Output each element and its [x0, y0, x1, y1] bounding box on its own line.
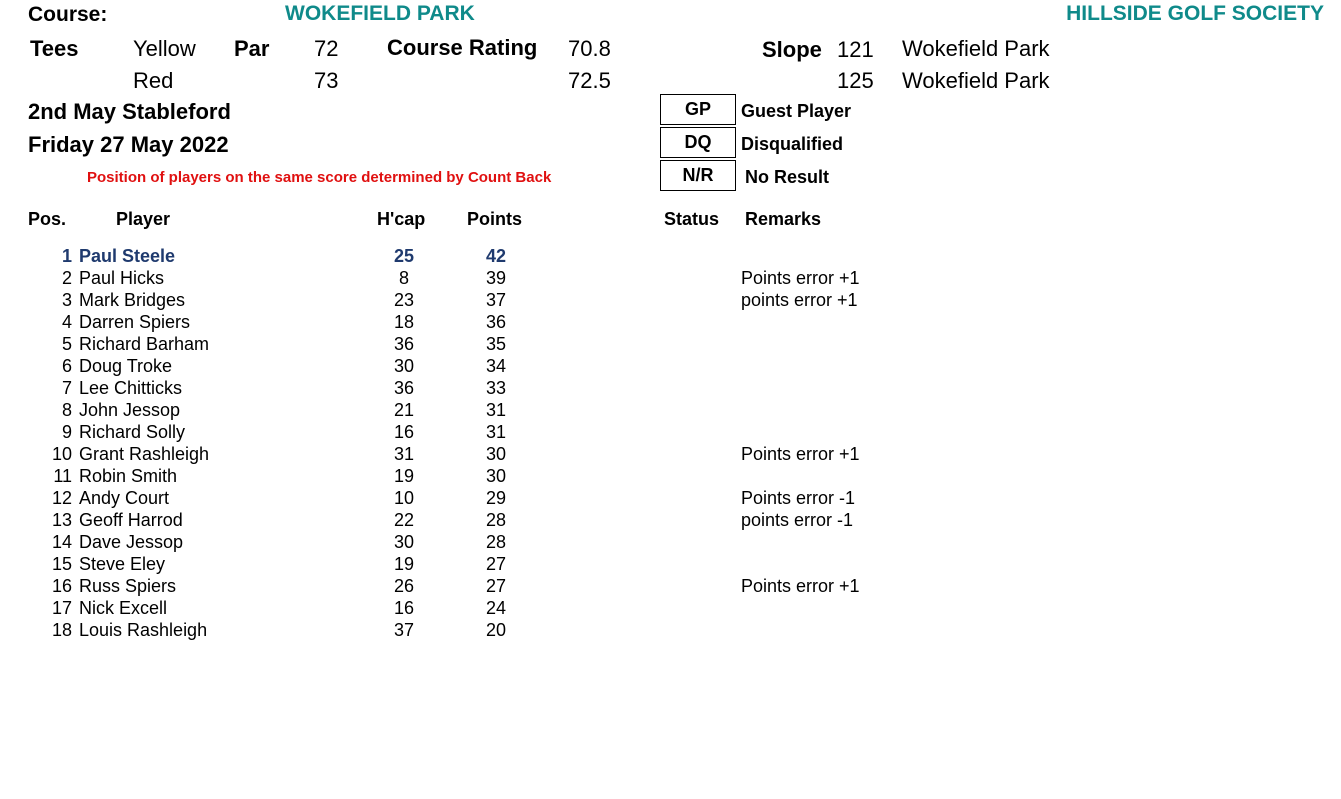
col-header-points: Points	[467, 209, 523, 229]
result-pos: 13	[51, 510, 72, 530]
result-pos: 12	[51, 488, 72, 508]
society-name: HILLSIDE GOLF SOCIETY	[1066, 2, 1324, 25]
tees-label: Tees	[30, 36, 79, 61]
result-points: 24	[485, 598, 507, 618]
result-hcap: 25	[393, 246, 415, 266]
result-points: 33	[485, 378, 507, 398]
result-hcap: 8	[398, 268, 409, 288]
result-pos: 1	[61, 246, 72, 266]
result-points: 37	[485, 290, 507, 310]
event-date: Friday 27 May 2022	[28, 132, 229, 157]
result-pos: 3	[61, 290, 72, 310]
tee-name: Red	[133, 68, 174, 93]
result-hcap: 23	[393, 290, 415, 310]
result-pos: 17	[51, 598, 72, 618]
col-header-remarks: Remarks	[745, 209, 822, 229]
result-player: Lee Chitticks	[79, 378, 183, 398]
result-hcap: 18	[393, 312, 415, 332]
col-header-status: Status	[664, 209, 720, 229]
result-pos: 7	[61, 378, 72, 398]
legend-code-dq: DQ	[660, 127, 736, 158]
result-pos: 18	[51, 620, 72, 640]
legend-meaning-nr: No Result	[745, 167, 830, 187]
tee-name: Yellow	[133, 36, 196, 61]
result-hcap: 36	[393, 334, 415, 354]
result-pos: 4	[61, 312, 72, 332]
result-player: Dave Jessop	[79, 532, 184, 552]
result-remarks: Points error -1	[741, 488, 856, 508]
result-pos: 6	[61, 356, 72, 376]
result-hcap: 21	[393, 400, 415, 420]
result-hcap: 30	[393, 356, 415, 376]
legend-meaning-dq: Disqualified	[741, 134, 844, 154]
result-points: 42	[485, 246, 507, 266]
result-player: Paul Hicks	[79, 268, 165, 288]
result-remarks: points error +1	[741, 290, 858, 310]
col-header-hcap: H'cap	[377, 209, 426, 229]
result-pos: 8	[61, 400, 72, 420]
tee-slope: 121	[837, 37, 874, 62]
result-points: 34	[485, 356, 507, 376]
tee-rating: 72.5	[568, 68, 611, 93]
result-pos: 9	[61, 422, 72, 442]
result-hcap: 16	[393, 422, 415, 442]
result-hcap: 10	[393, 488, 415, 508]
result-points: 36	[485, 312, 507, 332]
tee-rating: 70.8	[568, 36, 611, 61]
result-points: 27	[485, 576, 507, 596]
result-points: 35	[485, 334, 507, 354]
legend-meaning-gp: Guest Player	[741, 101, 852, 121]
result-hcap: 19	[393, 554, 415, 574]
slope-label: Slope	[762, 37, 822, 62]
result-remarks: Points error +1	[741, 268, 860, 288]
result-player: Louis Rashleigh	[79, 620, 208, 640]
result-points: 20	[485, 620, 507, 640]
result-player: Richard Barham	[79, 334, 210, 354]
result-hcap: 26	[393, 576, 415, 596]
result-player: Darren Spiers	[79, 312, 191, 332]
tee-par: 72	[314, 36, 339, 61]
course-name: WOKEFIELD PARK	[285, 2, 475, 25]
tee-par: 73	[314, 68, 339, 93]
result-hcap: 19	[393, 466, 415, 486]
result-player: Doug Troke	[79, 356, 173, 376]
result-player: Geoff Harrod	[79, 510, 183, 530]
countback-note: Position of players on the same score determined by Count Back	[87, 169, 552, 186]
course-label: Course:	[28, 3, 108, 26]
result-player: Grant Rashleigh	[79, 444, 210, 464]
result-pos: 5	[61, 334, 72, 354]
tee-slope: 125	[837, 68, 874, 93]
result-points: 31	[485, 400, 507, 420]
result-player: Nick Excell	[79, 598, 168, 618]
result-points: 39	[485, 268, 507, 288]
tee-course: Wokefield Park	[902, 36, 1050, 61]
par-label: Par	[234, 36, 270, 61]
result-player: John Jessop	[79, 400, 181, 420]
course-rating-label: Course Rating	[387, 35, 538, 60]
result-remarks: points error -1	[741, 510, 854, 530]
legend-code-gp: GP	[660, 94, 736, 125]
result-player: Russ Spiers	[79, 576, 177, 596]
result-points: 30	[485, 466, 507, 486]
result-player: Steve Eley	[79, 554, 166, 574]
result-pos: 2	[61, 268, 72, 288]
result-pos: 11	[53, 466, 72, 486]
result-points: 30	[485, 444, 507, 464]
legend-code-nr: N/R	[660, 160, 736, 191]
result-pos: 14	[51, 532, 72, 552]
result-points: 29	[485, 488, 507, 508]
result-player: Mark Bridges	[79, 290, 186, 310]
result-pos: 16	[51, 576, 72, 596]
result-points: 28	[485, 510, 507, 530]
tee-course: Wokefield Park	[902, 68, 1050, 93]
result-player: Paul Steele	[79, 246, 176, 266]
result-player: Richard Solly	[79, 422, 186, 442]
result-hcap: 31	[393, 444, 415, 464]
result-points: 28	[485, 532, 507, 552]
result-hcap: 16	[393, 598, 415, 618]
result-remarks: Points error +1	[741, 576, 860, 596]
result-pos: 15	[51, 554, 72, 574]
result-hcap: 22	[393, 510, 415, 530]
event-title: 2nd May Stableford	[28, 99, 231, 124]
result-hcap: 30	[393, 532, 415, 552]
result-hcap: 37	[393, 620, 415, 640]
result-player: Robin Smith	[79, 466, 178, 486]
result-player: Andy Court	[79, 488, 170, 508]
result-pos: 10	[51, 444, 72, 464]
col-header-player: Player	[116, 209, 171, 229]
result-points: 31	[485, 422, 507, 442]
result-remarks: Points error +1	[741, 444, 860, 464]
col-header-pos: Pos.	[28, 209, 67, 229]
result-hcap: 36	[393, 378, 415, 398]
result-points: 27	[485, 554, 507, 574]
